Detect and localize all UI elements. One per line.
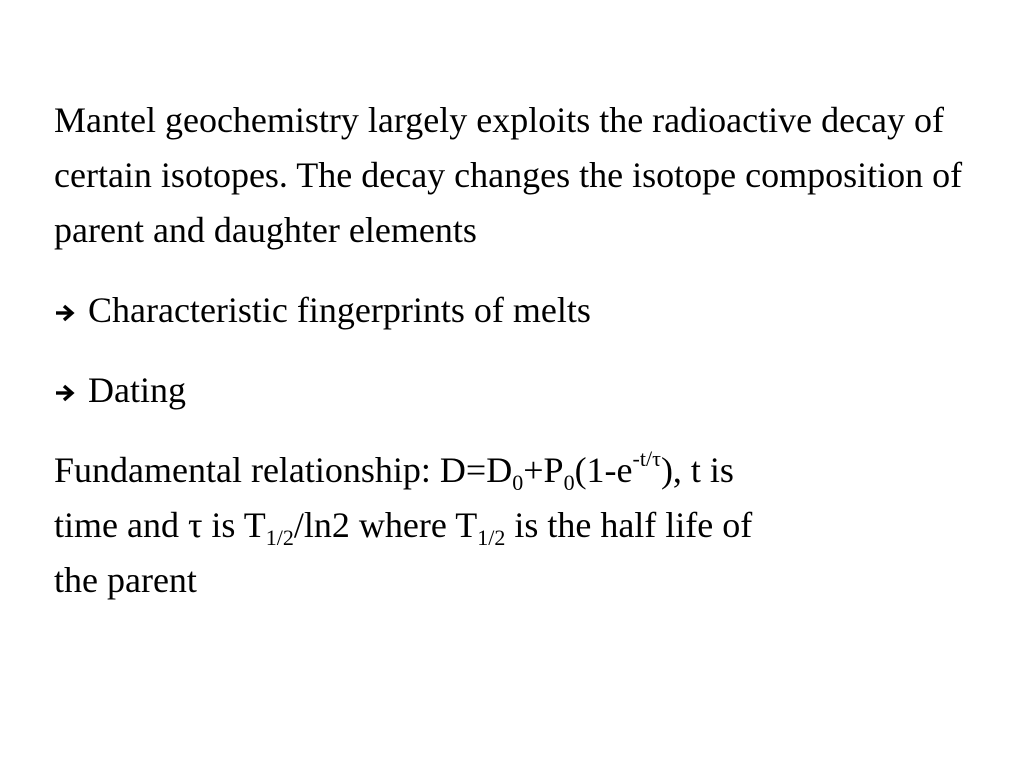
right-arrow-icon [54,302,76,322]
after-exponent: ), t is [660,450,734,490]
right-arrow-icon [54,382,76,402]
slide-content [54,93,974,608]
exponent: -t/τ [632,446,661,471]
intro-paragraph: Mantel geochemistry largely exploits the radioactive decay of certain isotopes. The decay changes the isotope composition of parent and daughter elements [54,100,963,250]
t-subscript-2: 1/2 [477,525,506,550]
bullet-item-fingerprints [54,283,974,338]
relationship-prefix: Fundamental relationship: D=D [54,450,513,490]
paren-open: (1-e [574,450,633,490]
bullet-item-dating [54,363,974,418]
relationship-paragraph [54,443,974,608]
d-subscript: 0 [512,470,524,495]
line2-suffix: is the half life of [505,505,753,545]
line2-prefix: time and τ is T [54,505,266,545]
bullet-label-dating: Dating [88,370,186,410]
t-subscript-1: 1/2 [265,525,294,550]
plus-p: +P [523,450,564,490]
bullet-label-fingerprints: Characteristic fingerprints of melts [88,290,591,330]
relationship-line-3: the parent [54,560,197,600]
p-subscript: 0 [563,470,575,495]
relationship-line-1 [54,446,734,495]
relationship-line-2 [54,505,753,550]
line2-mid: /ln2 where T [293,505,478,545]
